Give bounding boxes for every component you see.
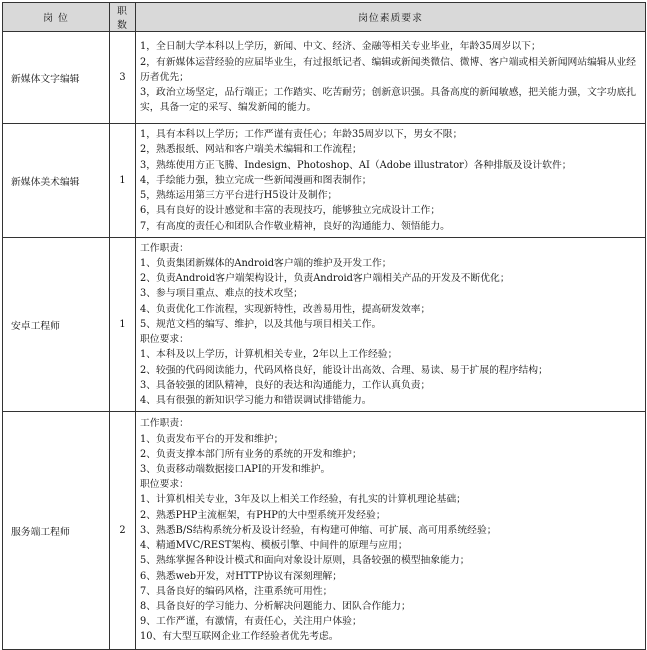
requirement-line: 1、负责发布平台的开发和维护； — [140, 433, 284, 445]
requirement-line: 2，有新媒体运营经验的应届毕业生，有过报纸记者、编辑或新闻类微信、微博、客户端或相关新闻网站编辑从业经历者优先； — [140, 56, 637, 83]
position-count: 2 — [110, 412, 136, 650]
header-count: 职数 — [110, 3, 136, 32]
requirement-line: 2、熟悉PHP主流框架，有PHP的大中型系统开发经验； — [140, 509, 386, 521]
table-header-row — [3, 3, 646, 32]
requirement-line: 2、较强的代码阅读能力，代码风格良好，能设计出高效、合理、易读、易于扩展的程序结构； — [140, 364, 548, 376]
requirement-line: 5，熟练运用第三方平台进行H5设计及制作； — [140, 190, 338, 202]
requirement-line: 职位要求： — [140, 334, 189, 346]
header-position: 岗 位 — [3, 3, 110, 32]
requirement-line: 3、熟悉B/S结构系统分析及设计经验，有构建可伸缩、可扩展、高可用系统经验； — [140, 524, 497, 536]
position-count: 3 — [110, 32, 136, 124]
requirement-line: 6、熟悉web开发，对HTTP协议有深刻理解； — [140, 570, 343, 582]
table-row — [3, 412, 646, 650]
requirements-cell — [136, 32, 646, 124]
table-row — [3, 124, 646, 238]
position-count: 1 — [110, 238, 136, 412]
requirements-cell — [136, 412, 646, 650]
requirement-line: 1、计算机相关专业，3年及以上相关工作经验，有扎实的计算机理论基础； — [140, 494, 466, 506]
requirement-line: 5、熟练掌握各种设计模式和面向对象设计原则，具备较强的模型抽象能力； — [140, 555, 470, 567]
requirement-line: 2、负责支撑本部门所有业务的系统的开发和维护； — [140, 448, 362, 460]
job-requirements-table — [2, 2, 646, 650]
requirement-line: 7、具备良好的编码风格，注重系统可用性； — [140, 585, 333, 597]
requirement-line: 3、负责移动端数据接口API的开发和维护。 — [140, 464, 331, 476]
requirement-line: 3，政治立场坚定，品行端正；工作踏实、吃苦耐劳；创新意识强。具备高度的新闻敏感，把关能力强，文字功底扎实，具备一定的采写、编发新闻的能力。 — [140, 87, 637, 114]
table-row — [3, 238, 646, 412]
requirements-cell — [136, 238, 646, 412]
requirement-line: 6，具有良好的设计感觉和丰富的表现技巧，能够独立完成设计工作； — [140, 205, 441, 217]
position-count: 1 — [110, 124, 136, 238]
requirement-line: 9、工作严谨，有激情，有责任心，关注用户体验； — [140, 616, 362, 628]
requirement-line: 8、具备良好的学习能力、分析解决问题能力、团队合作能力； — [140, 600, 411, 612]
requirement-line: 4、具有很强的新知识学习能力和错误调试排错能力。 — [140, 394, 372, 406]
requirement-line: 3，熟练使用方正飞腾、Indesign、Photoshop、AI（Adobe illustrator）各种排版及设计软件； — [140, 159, 572, 171]
requirement-line: 工作职责： — [140, 418, 189, 430]
requirement-line: 3、参与项目重点、难点的技术攻坚； — [140, 288, 303, 300]
position-name: 新媒体文字编辑 — [3, 32, 110, 124]
requirement-line: 工作职责： — [140, 242, 189, 254]
requirement-line: 4，手绘能力强，独立完成一些新闻漫画和图表制作； — [140, 174, 372, 186]
position-name: 新媒体美术编辑 — [3, 124, 110, 238]
requirement-line: 1、本科及以上学历，计算机相关专业，2年以上工作经验； — [140, 349, 398, 361]
header-requirements: 岗位素质要求 — [136, 3, 646, 32]
requirement-line: 1、负责集团新媒体的Android客户端的维护及开发工作； — [140, 258, 392, 270]
requirement-line: 5、规范文档的编写、维护，以及其他与项目相关工作。 — [140, 318, 382, 330]
requirement-line: 2、负责Android客户端架构设计，负责Android客户端相关产品的开发及不断优化； — [140, 273, 510, 285]
requirement-line: 4、精通MVC/REST架构、模板引擎、中间件的原理与应用； — [140, 540, 408, 552]
requirement-line: 职位要求： — [140, 479, 189, 491]
table-row — [3, 32, 646, 124]
requirement-line: 2，熟悉报纸、网站和客户端美术编辑和工作流程； — [140, 144, 362, 156]
position-name: 安卓工程师 — [3, 238, 110, 412]
requirement-line: 1，全日制大学本科以上学历，新闻、中文、经济、金融等相关专业毕业，年龄35周岁以下； — [140, 41, 541, 53]
requirement-line: 3、具备较强的团队精神，良好的表达和沟通能力，工作认真负责； — [140, 379, 431, 391]
requirements-cell — [136, 124, 646, 238]
requirement-line: 10、有大型互联网企业工作经验者优先考虑。 — [140, 631, 339, 643]
requirement-line: 1，具有本科以上学历；工作严谨有责任心；年龄35周岁以下，男女不限； — [140, 129, 463, 141]
position-name: 服务端工程师 — [3, 412, 110, 650]
requirement-line: 7，有高度的责任心和团队合作敬业精神，良好的沟通能力、领悟能力。 — [140, 220, 450, 232]
requirement-line: 4、负责优化工作流程，实现新特性，改善易用性，提高研发效率； — [140, 303, 431, 315]
